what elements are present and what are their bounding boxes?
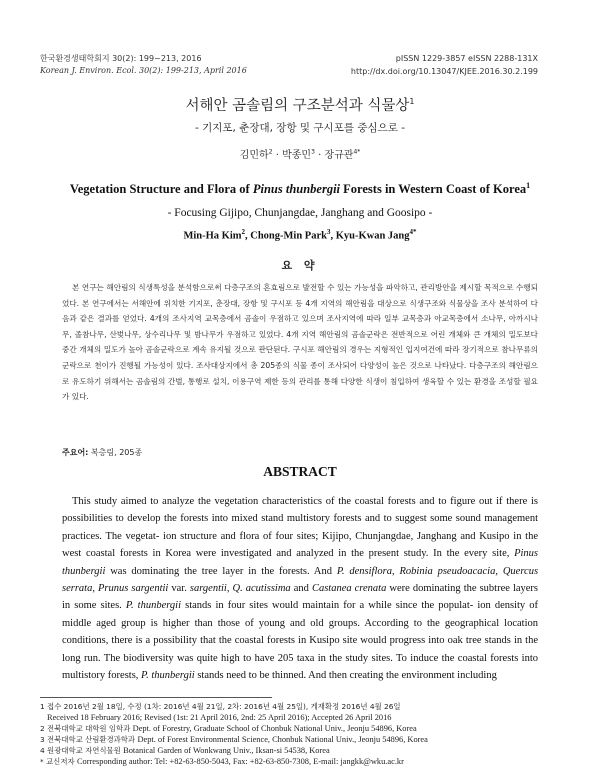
footnote-affiliation-4: 4 원광대학교 자연식물원 Botanical Garden of Wonkwang Univ., Iksan-si 54538, Korea bbox=[40, 746, 330, 755]
author-park-en: Chong-Min Park bbox=[250, 230, 327, 242]
footnote-affiliation-3: 3 전북대학교 산림환경과학과 Dept. of Forest Environmental Science, Chonbuk National Univ., Jeonju 54896, Korea bbox=[40, 735, 428, 744]
journal-citation-korean: 한국환경생태학회지 30(2): 199~213, 2016 bbox=[40, 54, 202, 63]
english-title: Vegetation Structure and Flora of Pinus thunbergii Forests in Western Coast of Korea$^1$ bbox=[69, 181, 531, 197]
author-jang-en: Kyu-Kwan Jang bbox=[335, 230, 410, 242]
footnote-received-en: Received 18 February 2016; Revised (1st: 21 April 2016, 2nd: 25 April 2016); Accepted 26 April 2016 bbox=[47, 713, 392, 722]
footnote-corresponding-author: * 교신저자 Corresponding author: Tel: +82-63-850-5043, Fax: +82-63-850-7308, E-mail: jangkk@wku.ac.kr bbox=[40, 757, 404, 766]
footnote-affiliation-2: 2 전북대학교 대학원 임학과 Dept. of Forestry, Graduate School of Chonbuk National Univ., Jeonju 54896, Korea bbox=[40, 724, 417, 733]
author-kim-en: Min-Ha Kim bbox=[183, 230, 242, 242]
korean-authors: 김민하$^2$ · 박종민$^3$ · 장규관$^{4*}$ bbox=[239, 148, 361, 161]
author-jang-ko: 장규관 bbox=[324, 150, 354, 161]
english-authors: Min-Ha Kim$^2$, Chong-Min Park$^3$, Kyu-Kwan Jang$^{4*}$ bbox=[183, 228, 417, 242]
footnote-received-ko: 1 접수 2016년 2월 18일, 수정 (1차: 2016년 4월 21일, 2차: 2016년 4월 25일), 게재확정 2016년 4월 26일 bbox=[40, 702, 401, 711]
english-subtitle: - Focusing Gijipo, Chunjangdae, Janghang and Goosipo - bbox=[167, 207, 433, 219]
footnote-divider bbox=[40, 697, 272, 698]
keywords-label: 주요어: bbox=[62, 448, 89, 457]
abstract-body: This study aimed to analyze the vegetation characteristics of the coastal forests and to figure out if there is possibilities to develop the forests into mixed stand multistory forests and to suggest some sound management practices. The vegetat- ion structure and flora of four sites; Kijipo, Chunjangdae, Janghang and Kusipo in the west coastal forests in Korea were investigated and analyzed in the present study. In the every site, Pinus thunbergii was dominating the tree layer in the forests. And P. densiflora, Robinia pseudoacacia, Quercus serrata, Prunus sargentii var. sargentii, Q. acutissima and Castanea crenata were dominating the subtree layers in some sites. P. thunbergii stands in four sites would maintain for a while since the populat- ion density of middle aged group is higher than those of young and old groups. According to the geographical location conditions, there is a possibility that the coastal forests in Kusipo site would progress into oak tree stands in the long run. The biodiversity was quite high to have 205 taxa in the study sites. To induce the coastal forests into multistory forests, P. thunbergii stands need to be thinned. And then creating the environment including bbox=[62, 496, 539, 682]
korean-summary-body: 본 연구는 해안림의 식생특성을 분석함으로써 다층구조의 혼효림으로 발전할 수 있는 가능성을 파악하고, 관리방안을 제시할 목적으로 수행되었다. 본 연구에서는 서해안에 위치한 기지포, 춘장대, 장항 및 구시포 등 4개 지역의 해안림을 대상으로 식생구조와 식물상을 조사 분석하여 다음과 같은 결과를 얻었다. 4개의 조사지역 교목층에서 곰솔이 우점하고 있으며 조사지역에 따라 일부 교목층과 아교목층에서 소나무, 아까시나무, 졸참나무, 산벚나무, 상수리나무 및 밤나무가 우점하고 있었다. 4개 지역 해안림의 곰솔군락은 전반적으로 어린 개체와 큰 개체의 밀도보다 중간 개체의 밀도가 높아 곰솔군락으로 계속 유지될 것으로 판단된다. 구시포 해안림의 경우는 지형적인 입지여건에 따라 장기적으로 참나무류의 군락으로 천이가 진행될 가능성이 있다. 조사대상지에서 총 205종의 식물 종이 조사되어 다양성이 높은 것으로 나타났다. 다층구조의 해안림으로 유도하기 위해서는 곰솔림의 간벌, 통행로 설치, 이용구역 제한 등의 관리를 통해 다양한 식생이 침입하여 생육할 수 있는 환경을 조성할 필요가 있다. bbox=[62, 283, 538, 402]
doi-link[interactable]: http://dx.doi.org/10.13047/KJEE.2016.30.2.199 bbox=[350, 67, 538, 76]
journal-citation-english: Korean J. Environ. Ecol. 30(2): 199-213, April 2016 bbox=[40, 66, 247, 75]
abstract-heading: ABSTRACT bbox=[263, 464, 337, 479]
author-park-ko: 박종민 bbox=[282, 150, 312, 161]
issn: pISSN 1229-3857 eISSN 2288-131X bbox=[395, 54, 538, 63]
korean-title: 서해안 곰솔림의 구조분석과 식물상$^1$ bbox=[185, 97, 415, 114]
korean-summary-heading: 요 약 bbox=[281, 259, 319, 272]
korean-subtitle: - 기지포, 춘장대, 장항 및 구시포를 중심으로 - bbox=[194, 122, 406, 134]
keywords-value: 복층림, 205종 bbox=[88, 448, 143, 457]
author-kim-ko: 김민하 bbox=[239, 150, 269, 161]
keywords bbox=[62, 447, 142, 458]
